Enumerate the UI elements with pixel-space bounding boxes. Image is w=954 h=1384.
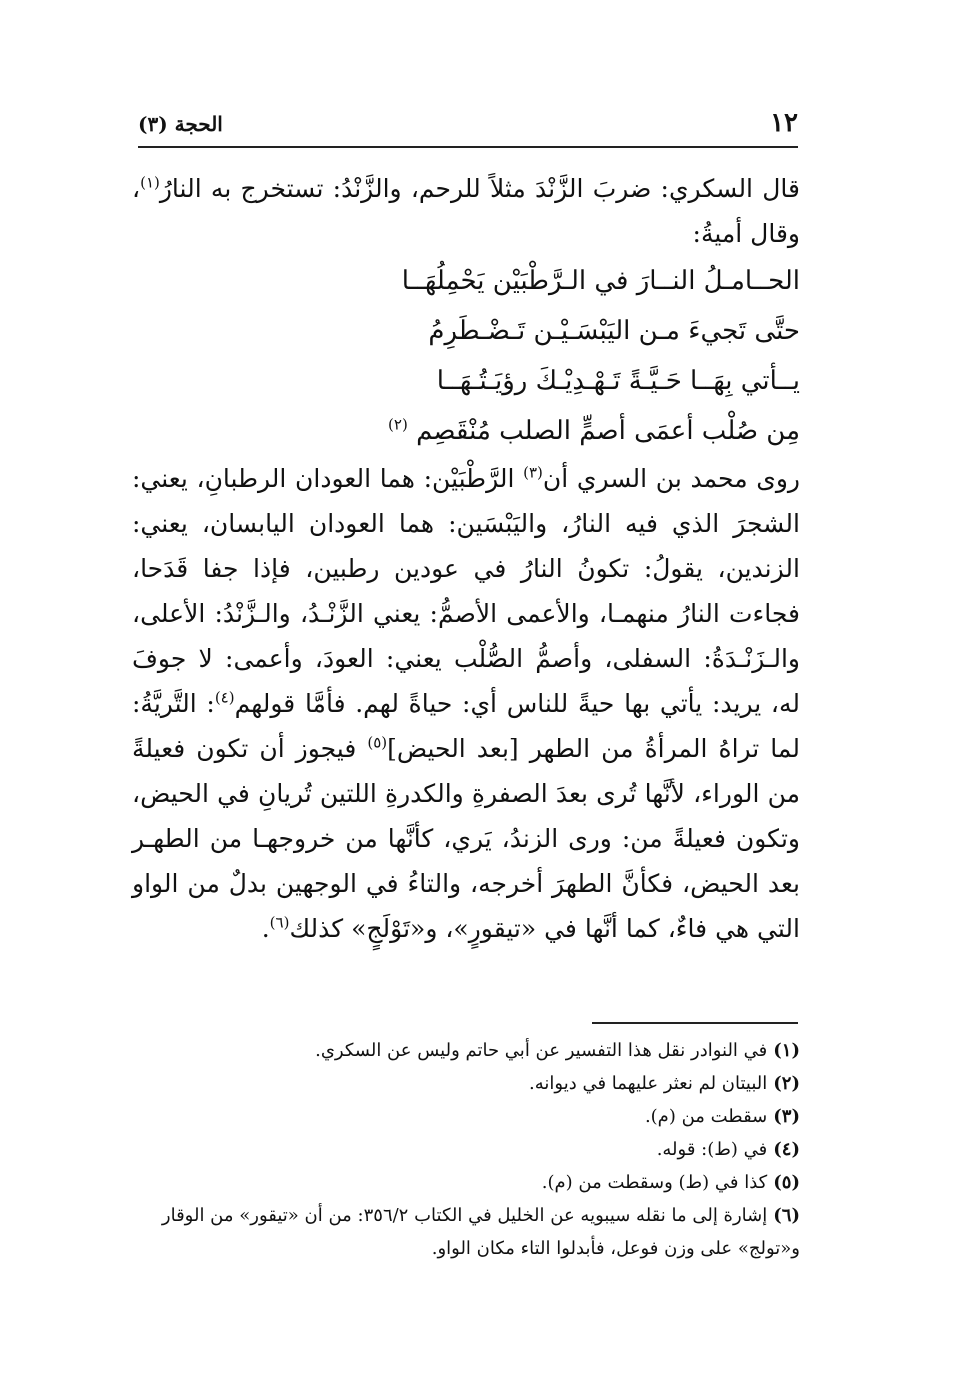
footnote-text: سقطت من (م).	[644, 1106, 768, 1127]
footnote-number: (٤)	[773, 1139, 800, 1160]
footnote-3	[132, 1100, 800, 1133]
footnote-text: إشارة إلى ما نقله سيبويه عن الخليل في الكتاب ٣٥٦/٢: من أن «تيقور» من الوقار و«تولج» على وزن فوعل، فأبدلوا التاء مكان الواو.	[161, 1205, 800, 1259]
verse-line-2: حتَّى تَجيءَ مـن اليَبْسَـيْـن تَـضْـطَرِمُ	[428, 316, 800, 346]
footnote-ref-4: (٤)	[214, 688, 235, 707]
footnote-text: في النوادر نقل هذا التفسير عن أبي حاتم وليس عن السكري.	[315, 1040, 768, 1061]
footnote-number: (٥)	[773, 1172, 800, 1193]
footnote-5	[132, 1166, 800, 1199]
paragraph-2-text-b: الرَّطْبَيْن: هما العودان الرطبانِ، يعني: الشجرَ الذي فيه النارُ، واليَبْسَين: هما العودان اليابسان، يعني: الزندين، يقولُ: تكونُ النارُ في عودين رطبين، فإذا جفا قَدَحا، فجاءت النارُ منهمـا، والأعمى الأصمُّ: يعني الزَّنْـدُ، والـزَّنْدُ: الأعلى، والـزَنْـدَةُ: السفلى، وأصمُّ الصُّلْب يعني: العودَ، وأعمى: لا جوفَ له، يريد: يأتي بها حيةً للناس أي: حياةً لهم. فأمَّا قولهم	[132, 464, 800, 718]
footnote-ref-1: (١)	[140, 173, 160, 192]
footnote-text: في (ط): قوله.	[656, 1139, 768, 1160]
footnotes	[132, 1034, 800, 1265]
paragraph-1	[132, 166, 800, 256]
footnote-ref-2: (٢)	[388, 415, 408, 434]
footnote-1	[132, 1034, 800, 1067]
verse-line-4	[132, 406, 800, 456]
paragraph-1-text-b: ، وقال أميةُ:	[132, 174, 800, 248]
footnote-text: البيتان لم نعثر عليهما في ديوانه.	[529, 1073, 768, 1094]
footnote-number: (٣)	[773, 1106, 800, 1127]
footnote-number: (٦)	[773, 1205, 800, 1226]
verse-line-1: الحــامـلُ النــارَ في الـرَّطْبَيْن يَحْمِلُهَــا	[401, 266, 800, 296]
paragraph-2-text-c: : التَّريَّةُ: لما تراهُ المرأةُ من الطهر [بعد الحيض]	[132, 689, 800, 763]
footnote-2	[132, 1067, 800, 1100]
footnote-number: (٢)	[773, 1073, 800, 1094]
footnote-divider	[592, 1022, 798, 1024]
page-number: ١٢	[770, 108, 798, 138]
footnote-ref-3: (٣)	[523, 463, 543, 482]
verse-line-3: يــأتي بِهَــا حَـيَّـةً تَـهْـدِيْـكَ رؤيَـتُـهَــا	[436, 366, 800, 396]
paragraph-2-text-a: روى محمد بن السري أن	[542, 464, 800, 493]
main-text	[132, 166, 800, 951]
running-head: الحجة (٣)	[138, 112, 223, 136]
footnote-number: (١)	[773, 1040, 800, 1061]
footnote-ref-5: (٥)	[367, 733, 388, 752]
paragraph-2	[132, 456, 800, 951]
paragraph-1-text-a: قال السكري: ضربَ الزَّنْدَ مثلاً للرحم، والزَّنْدُ: تستخرج به النارُ	[159, 174, 800, 203]
footnote-6	[132, 1199, 800, 1265]
page-header	[138, 108, 798, 148]
paragraph-2-text-e: .	[261, 914, 270, 943]
footnote-text: كذا في (ط) وسقطت من (م).	[541, 1172, 768, 1193]
footnote-4	[132, 1133, 800, 1166]
paragraph-2-text-d: فيجوز أن تكون فعيلةً من الوراء، لأنَّها تُرى بعدَ الصفرةِ والكدرةِ اللتين تُريانِ في الحيض، وتكون فعيلةً من: ورى الزندُ، يَري، كأنَّها من خروجهـا من الطهـر بعد الحيض، فكأنَّ الطهرَ أخرجه، والتاءُ في الوجهين بدلٌ من الواو التي هي فاءٌ، كما أنَّها في «تيقورٍ»، و«تَوْلَجٍ» كذلك	[132, 734, 800, 943]
verse-line-4-text: مِن صُلْب أعمَى أصمٍّ الصلب مُنْقَصِم	[416, 416, 800, 446]
footnote-ref-6: (٦)	[269, 913, 290, 932]
